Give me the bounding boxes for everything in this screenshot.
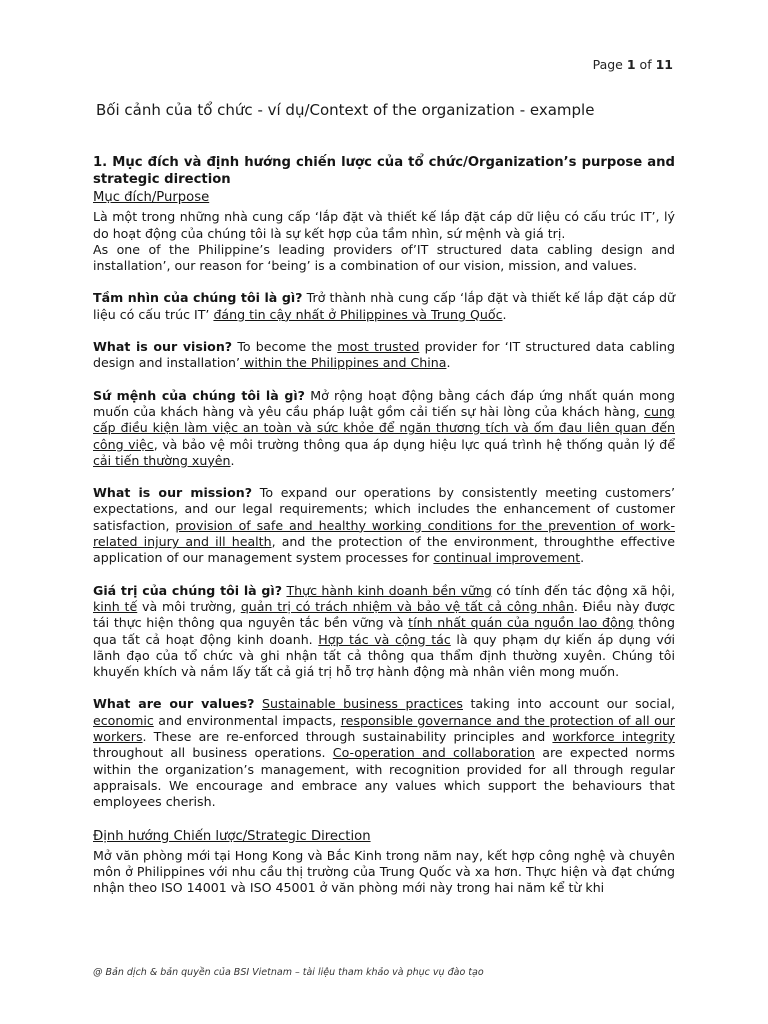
underlined-text: Co-operation and collaboration bbox=[332, 745, 536, 761]
page-total: 11 bbox=[655, 57, 673, 72]
mission-paragraph-vi bbox=[93, 388, 675, 469]
values-question-vi: Giá trị của chúng tôi là gì? bbox=[93, 582, 283, 598]
text-run: và môi trường, bbox=[137, 598, 241, 614]
text-run: provider for ‘IT structured data cabling design and installation’ bbox=[93, 339, 675, 371]
page-number bbox=[593, 57, 673, 72]
underlined-text: economic bbox=[93, 712, 154, 728]
strategic-direction-paragraph: Mở văn phòng mới tại Hong Kong và Bắc Kinh trong năm nay, kết hợp công nghệ và chuyên môn ở Philippines với nhu cầu thị trường của Trung Quốc và xa hơn. Thực hiện và đạt chứng nhận theo ISO 14001 và ISO 45001 ở văn phòng mới này trong hai năm kể từ khi bbox=[93, 847, 675, 896]
text-run bbox=[254, 696, 262, 711]
document-body bbox=[93, 154, 675, 897]
text-run: taking into account our social, bbox=[462, 696, 675, 712]
underlined-text: cải tiến thường xuyên bbox=[93, 452, 231, 468]
mission-question-en: What is our mission? bbox=[93, 485, 253, 501]
purpose-paragraph-vi: Là một trong những nhà cung cấp ‘lắp đặt và thiết kế lắp đặt cáp dữ liệu có cấu trúc IT’, lý do hoạt động của chúng tôi là sự kết hợp của tầm nhìn, sứ mệnh và giá trị. bbox=[93, 209, 675, 241]
text-run: thông qua tất cả hoạt động kinh doanh. bbox=[93, 615, 676, 647]
footer-note: @ Bản dịch & bản quyền của BSI Vietnam – tài liệu tham khảo và phục vụ đào tạo bbox=[93, 967, 484, 978]
text-run: , và bảo vệ môi trường thông qua áp dụng hiệu lực quá trình hệ thống quản lý để bbox=[153, 436, 675, 452]
mission-paragraph-en bbox=[93, 485, 675, 566]
text-run: có tính đến tác động xã hội, bbox=[491, 582, 675, 598]
text-run: . bbox=[502, 306, 507, 322]
text-run: . Điều này được tái thực hiện thông qua nguyên tắc bền vững và bbox=[93, 598, 675, 631]
values-paragraph-en bbox=[93, 696, 675, 810]
underlined-text: responsible governance and the protection of all our workers bbox=[93, 712, 675, 745]
text-run: , and the protection of the environment, throughthe effective application of our management system processes for bbox=[93, 534, 675, 566]
underlined-text: cung cấp điều kiện làm việc an toàn và sức khỏe để ngăn thương tích và ốm đau liên quan đến công việc bbox=[93, 403, 675, 452]
text-run: Trở thành nhà cung cấp ‘lắp đặt và thiết kế lắp đặt cáp dữ liệu có cấu trúc IT’ bbox=[93, 290, 675, 322]
underlined-text: most trusted bbox=[337, 339, 420, 355]
underlined-text: Thực hành kinh doanh bền vững bbox=[286, 582, 492, 598]
underlined-text: Hợp tác và cộng tác bbox=[318, 631, 451, 647]
text-run: and environmental impacts, bbox=[153, 712, 341, 728]
underlined-text: đáng tin cậy nhất ở Philippines và Trung Quốc bbox=[213, 306, 503, 322]
page-of: of bbox=[639, 57, 652, 72]
text-run: . These are re-enforced through sustainability principles and bbox=[142, 729, 553, 745]
text-run: are expected norms within the organization’s management, with recognition provided for all through regular appraisals. We encourage and embrace any values which support the behaviours that employees cherish. bbox=[93, 745, 675, 810]
underlined-text: Sustainable business practices bbox=[261, 696, 463, 712]
purpose-subheading: Mục đích/Purpose bbox=[93, 190, 210, 205]
underlined-text: kinh tế bbox=[93, 598, 138, 614]
text-run: . bbox=[230, 452, 235, 468]
vision-question-vi: Tầm nhìn của chúng tôi là gì? bbox=[93, 290, 303, 306]
underlined-text: quản trị có trách nhiệm và bảo vệ tất cả công nhân bbox=[240, 598, 574, 614]
underlined-text: within the Philippines and China bbox=[240, 355, 447, 371]
vision-paragraph-vi bbox=[93, 290, 675, 323]
text-run: là quy phạm dự kiến áp dụng với lãnh đạo của tổ chức và ghi nhận tất cả thông qua thẩm định thường xuyên. Chúng tôi khuyến khích và nắm lấy tất cả giá trị hỗ trợ hành động mà nhân viên mong muốn. bbox=[93, 631, 675, 680]
text-run: To become the bbox=[232, 339, 338, 355]
text-run: To expand our operations by consistently meeting customers’ expectations, and our legal requirements; which includes the enhancement of customer satisfaction, bbox=[93, 485, 676, 533]
vision-paragraph-en bbox=[93, 339, 675, 372]
underlined-text: tính nhất quán của nguồn lao động bbox=[408, 615, 634, 631]
section-heading: 1. Mục đích và định hướng chiến lược của tổ chức/Organization’s purpose and strategic direction bbox=[93, 155, 675, 187]
vision-question-en: What is our vision? bbox=[93, 339, 233, 355]
text-run: . bbox=[580, 550, 585, 566]
page-current: 1 bbox=[626, 57, 636, 72]
values-question-en: What are our values? bbox=[93, 696, 255, 712]
page-label: Page bbox=[592, 57, 623, 72]
underlined-text: provision of safe and healthy working conditions for the prevention of work-related injury and ill health bbox=[93, 517, 676, 550]
text-run: throughout all business operations. bbox=[93, 745, 333, 761]
mission-question-vi: Sứ mệnh của chúng tôi là gì? bbox=[93, 387, 305, 403]
document-title: Bối cảnh của tổ chức - ví dụ/Context of the organization - example bbox=[96, 101, 595, 119]
purpose-paragraph-en: As one of the Philippine’s leading providers of’IT structured data cabling design and installation’, our reason for ‘being’ is a combination of our vision, mission, and values. bbox=[93, 241, 675, 274]
values-paragraph-vi bbox=[93, 583, 675, 681]
text-run: Mở rộng hoạt động bằng cách đáp ứng nhất quán mong muốn của khách hàng và yêu cầu pháp luật gồm cải tiến sự hài lòng của khách hàng, bbox=[93, 387, 676, 419]
underlined-text: workforce integrity bbox=[552, 729, 675, 745]
underlined-text: continual improvement bbox=[433, 550, 581, 566]
text-run: . bbox=[446, 355, 451, 371]
strategic-direction-subheading: Định hướng Chiến lược/Strategic Direction bbox=[93, 828, 371, 844]
